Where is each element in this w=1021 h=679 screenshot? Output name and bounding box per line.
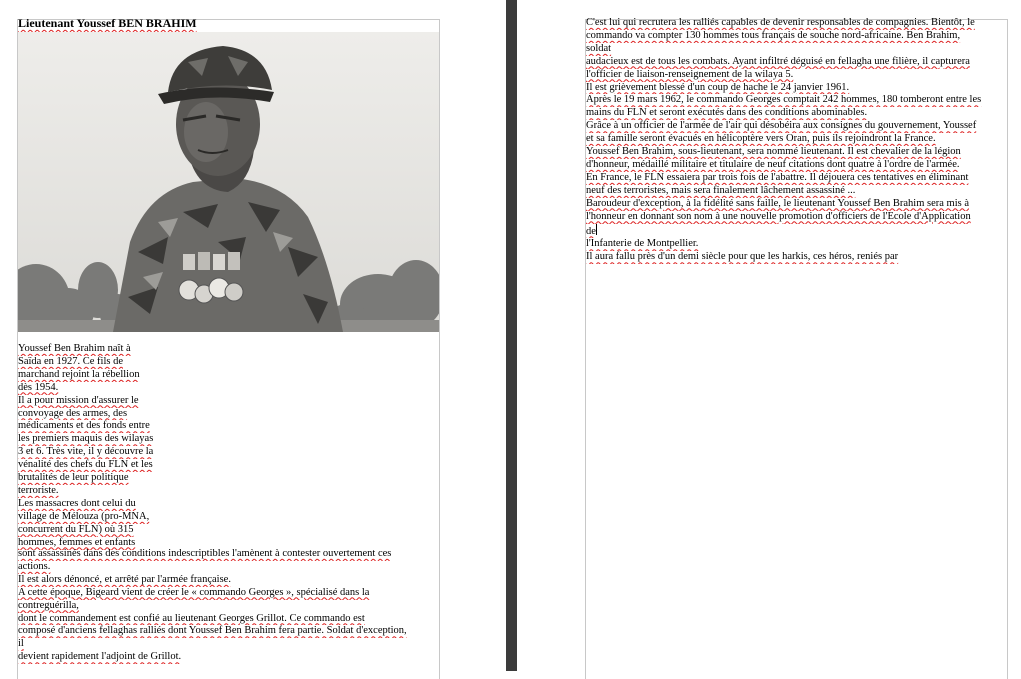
- text-line: l'Infanterie de Montpellier.: [586, 238, 699, 250]
- text-line: C'est lui qui recrutera les ralliés capables de devenir responsables de compagnies. Bientôt, le: [586, 17, 975, 28]
- paragraph-intro-wide[interactable]: [18, 548, 439, 664]
- portrait-photo[interactable]: [18, 32, 439, 332]
- text-line: Il est grièvement blessé d'un coup de hache le 24 janvier 1961.: [586, 81, 850, 93]
- text-line: d'honneur, médaillé militaire et titulaire de neuf citations dont quatre à l'ordre de l'armée.: [586, 158, 960, 170]
- text-line: Saïda en 1927. Ce fils de: [18, 355, 123, 367]
- text-line: A cette époque, Bigeard vient de créer le « commando Georges », spécialisé dans la: [18, 586, 370, 598]
- portrait-photo-icon: [18, 32, 439, 332]
- text-line: Youssef Ben Brahim, sous-lieutenant, sera nommé lieutenant. Il est chevalier de la légion: [586, 146, 961, 158]
- text-line: devient rapidement l'adjoint de Grillot.: [18, 651, 182, 663]
- text-line: médicaments et des fonds entre: [18, 420, 150, 432]
- text-line: convoyage des armes, des: [18, 407, 128, 419]
- paragraph-continuation[interactable]: [586, 17, 1010, 264]
- text-line: Après le 19 mars 1962, le commando Georges comptait 242 hommes, 180 tomberont entre les: [586, 94, 982, 106]
- text-line: soldat: [586, 42, 612, 54]
- text-line: terroriste.: [18, 484, 59, 496]
- text-line: Il est alors dénoncé, et arrêté par l'armée française.: [18, 573, 231, 585]
- text-line: sont assassinés dans des conditions indescriptibles l'amènent à contester ouvertement ces: [18, 548, 392, 559]
- text-line: il: [18, 638, 24, 650]
- text-line: vénalité des chefs du FLN et les: [18, 459, 153, 471]
- text-line-with-caret: [586, 224, 1010, 239]
- text-line: dont le commandement est confié au lieutenant Georges Grillot. Ce commando est: [18, 612, 365, 624]
- text-line: de: [586, 225, 596, 237]
- document-title-text: Lieutenant Youssef BEN BRAHIM: [18, 16, 197, 30]
- text-line: brutalités de leur politique: [18, 472, 129, 484]
- text-line: commando va compter 130 hommes tous français de souche nord-africaine. Ben Brahim,: [586, 29, 961, 41]
- text-caret: [596, 224, 597, 235]
- text-line: 3 et 6. Très vite, il y découvre la: [18, 446, 154, 458]
- text-line: village de Mélouza (pro-MNA,: [18, 510, 150, 522]
- text-line: actions.: [18, 560, 51, 572]
- paragraph-intro-narrow[interactable]: [18, 343, 168, 550]
- page-left[interactable]: [0, 0, 506, 671]
- text-line: marchand rejoint la rébellion: [18, 368, 140, 380]
- text-line: audacieux est de tous les combats. Ayant infiltré déguisé en fellagha une filière, il capturera: [586, 55, 970, 67]
- text-line: En France, le FLN essaiera par trois fois de l'abattre. Il déjouera ces tentatives en éliminant: [586, 171, 969, 183]
- text-line: et sa famille seront évacués en hélicoptère vers Oran, puis ils rejoindront la France.: [586, 133, 936, 145]
- text-line: composé d'anciens fellaghas ralliés dont Youssef Ben Brahim fera partie. Soldat d'exception,: [18, 625, 407, 637]
- text-line: l'officier de liaison-renseignement de la wilaya 5.: [586, 68, 794, 80]
- text-line: Grâce à un officier de l'armée de l'air qui désobéira aux consignes du gouvernement, Youssef: [586, 120, 977, 132]
- text-line: Il aura fallu près d'un demi siècle pour que les harkis, ces héros, reniés par: [586, 251, 899, 263]
- text-line: hommes, femmes et enfants: [18, 536, 136, 548]
- text-line: Youssef Ben Brahim naît à: [18, 343, 131, 354]
- text-line: concurrent du FLN) où 315: [18, 523, 134, 535]
- text-line: contreguérilla,: [18, 599, 79, 611]
- page-divider: [506, 0, 517, 671]
- text-line: dès 1954.: [18, 381, 59, 393]
- text-line: l'honneur en donnant son nom à une nouvelle promotion d'officiers de l'Ecole d'Application: [586, 210, 971, 222]
- text-line: neuf des terroristes, mais sera finalement lâchement assassiné ...: [586, 184, 856, 196]
- document-title: [18, 16, 197, 31]
- text-line: Les massacres dont celui du: [18, 497, 136, 509]
- text-line: les premiers maquis des wilayas: [18, 433, 154, 445]
- text-line: mains du FLN et seront exécutés dans des conditions abominables.: [586, 107, 868, 119]
- margin-guide-right: [439, 19, 440, 679]
- text-line: Baroudeur d'exception, à la fidélité sans faille, le lieutenant Youssef Ben Brahim sera mis à: [586, 197, 969, 209]
- text-line: Il a pour mission d'assurer le: [18, 394, 139, 406]
